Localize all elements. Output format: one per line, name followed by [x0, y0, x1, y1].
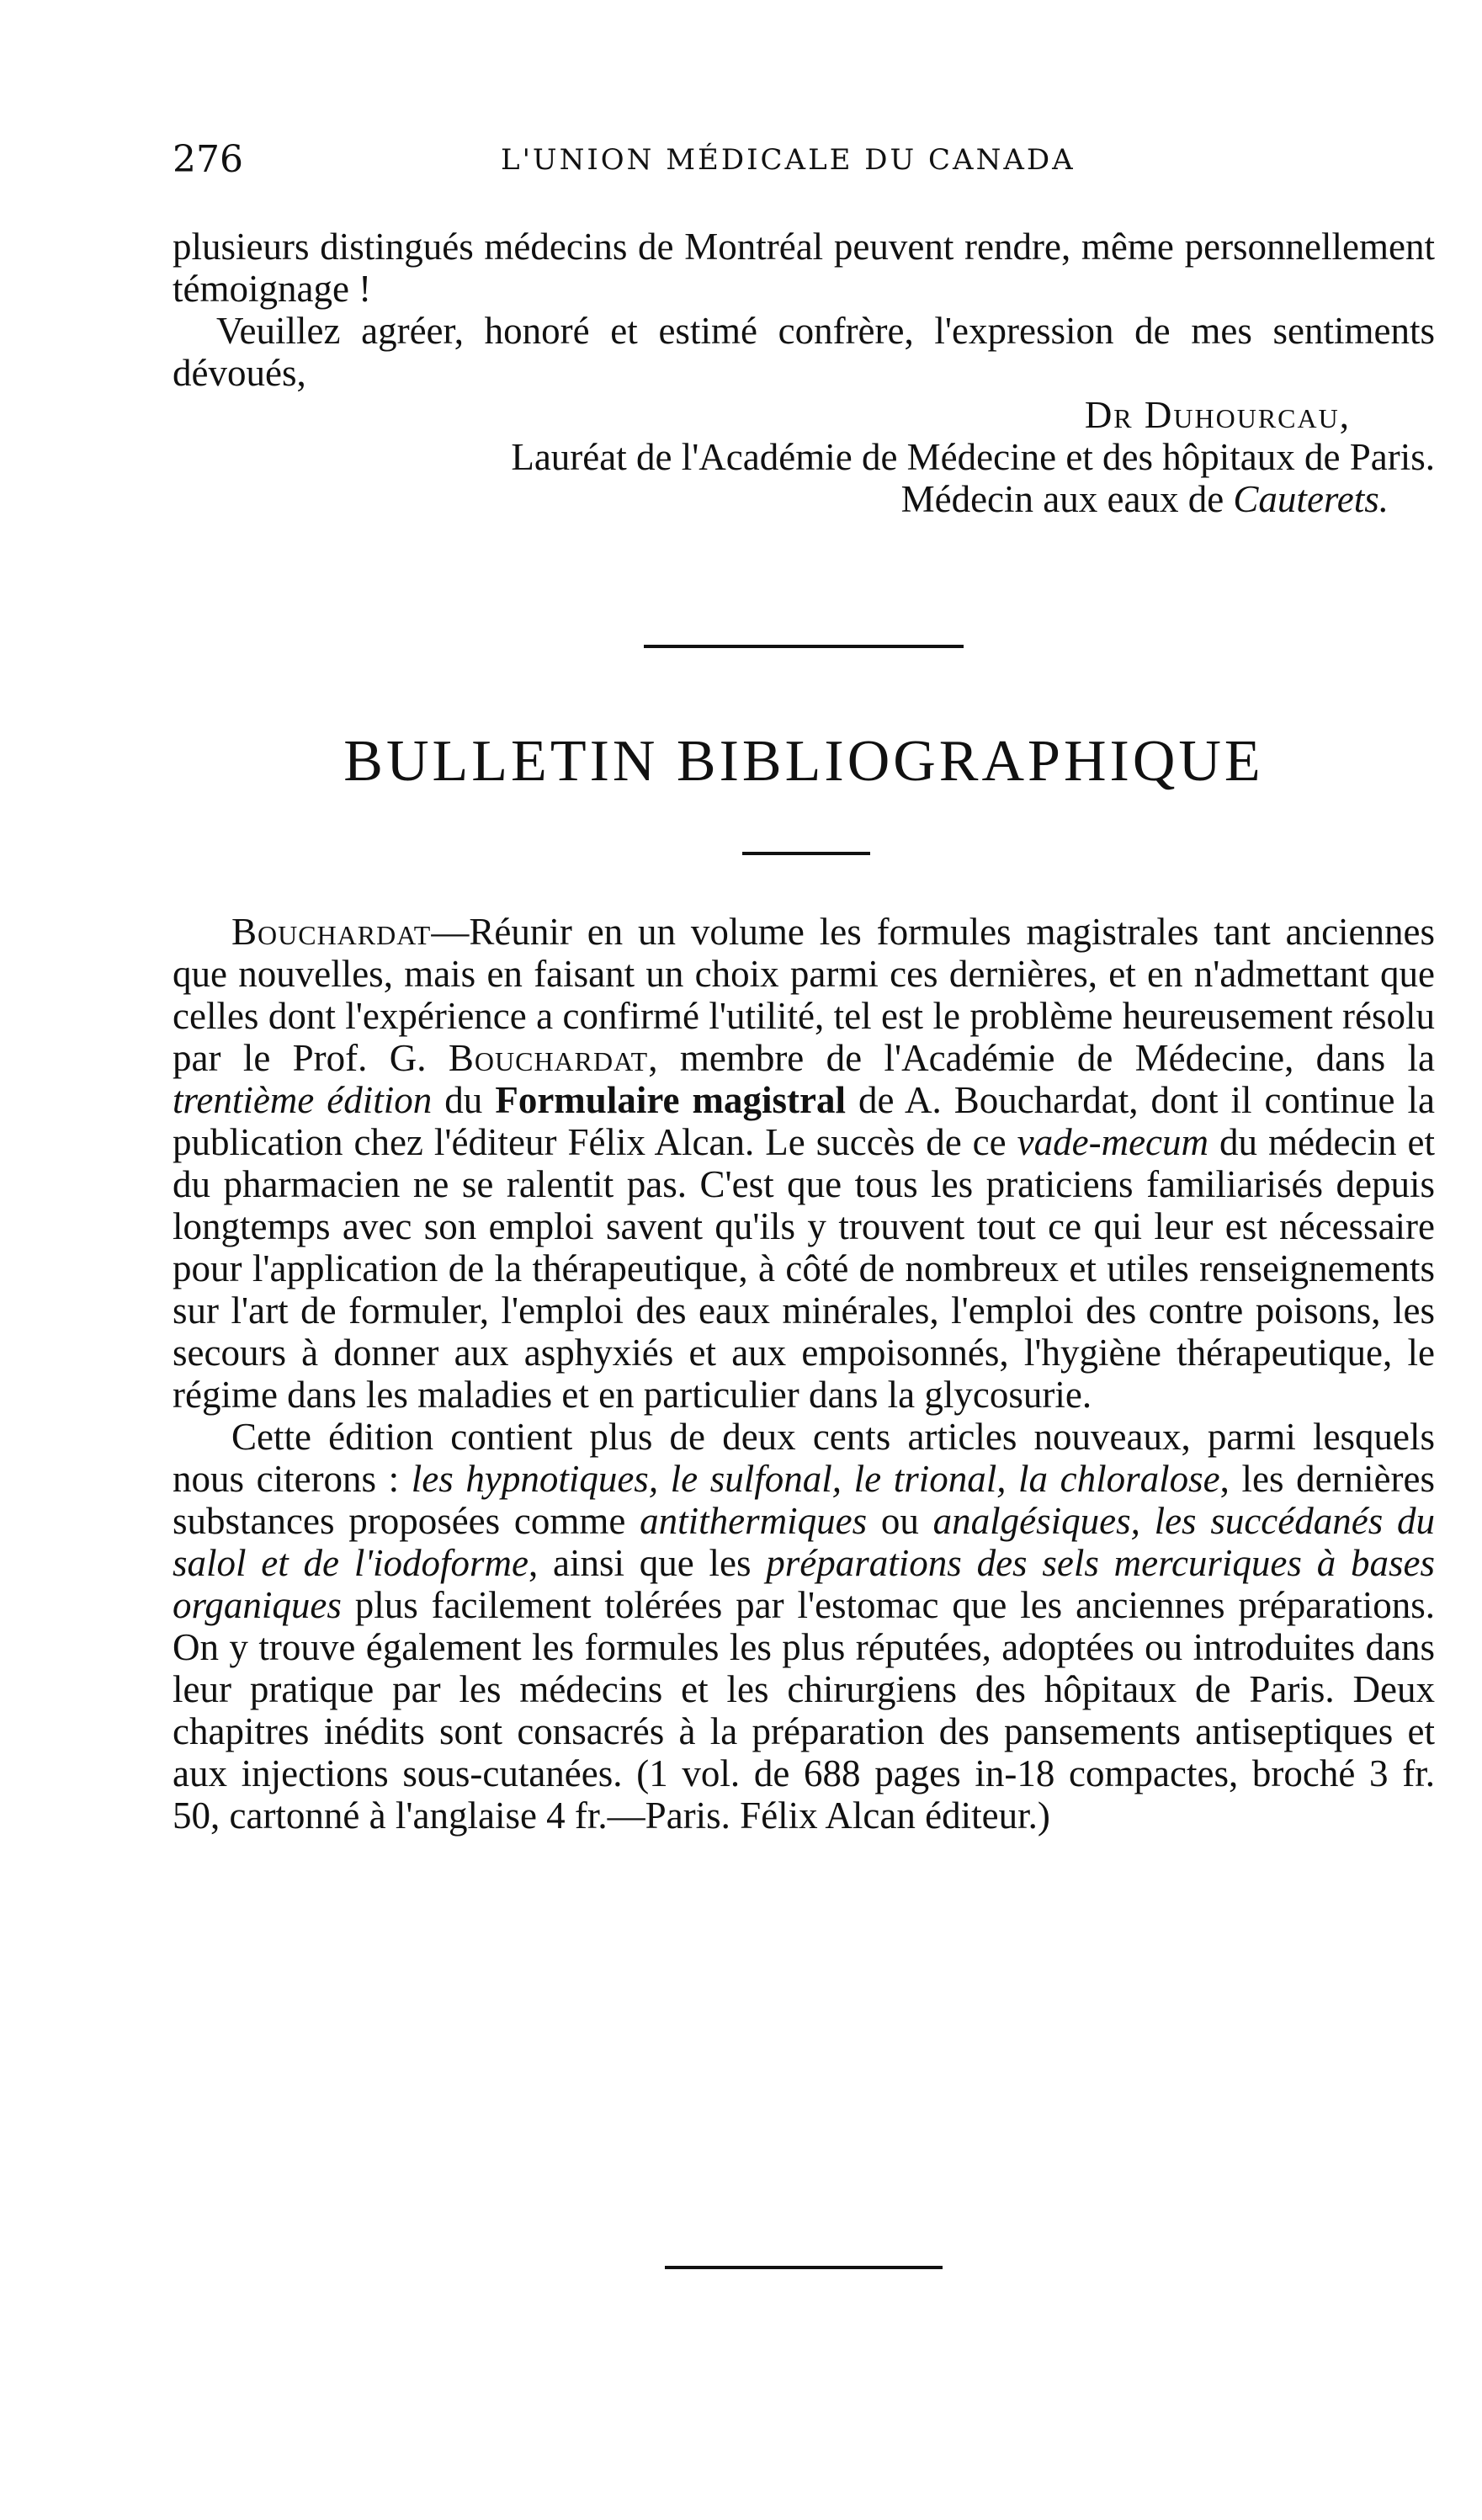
italic-phrase: les hypnotiques, le sulfonal, le trional, la chloralose	[411, 1458, 1220, 1500]
section-title: BULLETIN BIBLIOGRAPHIQUE	[343, 729, 1264, 794]
signature-position	[173, 478, 1435, 520]
author-name: Bouchardat	[448, 1037, 649, 1079]
letter-paragraph-1: plusieurs distingués médecins de Montréal peuvent rendre, même personnellement témoignage !	[173, 226, 1435, 310]
italic-phrase: antithermiques	[640, 1500, 868, 1542]
running-head	[173, 135, 1439, 185]
letter-closing	[173, 226, 1435, 520]
signature-position-place: Cauterets.	[1233, 478, 1389, 520]
italic-phrase: préparations des sels mercuriques à bases organiques	[173, 1542, 1435, 1626]
journal-title: L'UNION MÉDICALE DU CANADA	[501, 143, 1076, 177]
page-number: 276	[173, 138, 243, 181]
letter-paragraph-2: Veuillez agréer, honoré et estimé confrère, l'expression de mes sentiments dévoués,	[173, 310, 1435, 394]
signature-position-prefix: Médecin aux eaux de	[900, 478, 1234, 520]
end-rule	[665, 2266, 943, 2269]
book-title: Formulaire magistral	[495, 1079, 846, 1121]
edition-italic: trentième édition	[173, 1079, 433, 1121]
italic-phrase: analgésiques, les succédanés du salol et de l'iodoforme	[173, 1500, 1435, 1584]
separator-rule	[644, 645, 964, 648]
bulletin-paragraph-1: Bouchardat—Réunir en un volume les formules magistrales tant anciennes que nouvelles, mais en faisant un choix parmi ces dernières, et en n'admettant que celles dont l'expérience a confirmé l'utilité, tel est le problème heureusement résolu par le Prof. G. Bouchardat, membre de l'Académie de Médecine, dans la trentième édition du Formulaire magistral de A. Bouchardat, dont il continue la publication chez l'éditeur Félix Alcan. Le succès de ce vade-mecum du médecin et du pharmacien ne se ralentit pas. C'est que tous les praticiens familiarisés depuis longtemps avec son emploi savent qu'ils y trouvent tout ce qui leur est nécessaire pour l'application de la thérapeutique, à côté de nombreux et utiles renseignements sur l'art de formuler, l'emploi des eaux minérales, l'emploi des contre poisons, les secours à donner aux asphyxiés et aux empoisonnés, l'hygiène thérapeutique, le régime dans les maladies et en particulier dans la glycosurie.	[173, 911, 1436, 1416]
signature-credentials: Lauréat de l'Académie de Médecine et des hôpitaux de Paris.	[511, 436, 1435, 478]
signature-name: Dr Duhourcau,	[1084, 394, 1351, 436]
vademecum-italic: vade-mecum	[1017, 1121, 1209, 1163]
title-underline-rule	[742, 852, 870, 855]
bulletin-body	[173, 911, 1435, 1837]
bulletin-paragraph-2: Cette édition contient plus de deux cents articles nouveaux, parmi lesquels nous citerons : les hypnotiques, le sulfonal, le trional, la chloralose, les dernières substances proposées comme antithermiques ou analgésiques, les succédanés du salol et de l'iodoforme, ainsi que les préparations des sels mercuriques à bases organiques plus facilement tolérées par l'estomac que les anciennes préparations. On y trouve également les formules les plus réputées, adoptées ou introduites dans leur pratique par les médecins et les chirurgiens des hôpitaux de Paris. Deux chapitres inédits sont consacrés à la préparation des pansements antiseptiques et aux injections sous-cutanées. (1 vol. de 688 pages in-18 compactes, broché 3 fr. 50, cartonné à l'anglaise 4 fr.—Paris. Félix Alcan éditeur.)	[173, 1416, 1435, 1837]
author-name: Bouchardat	[231, 911, 432, 953]
